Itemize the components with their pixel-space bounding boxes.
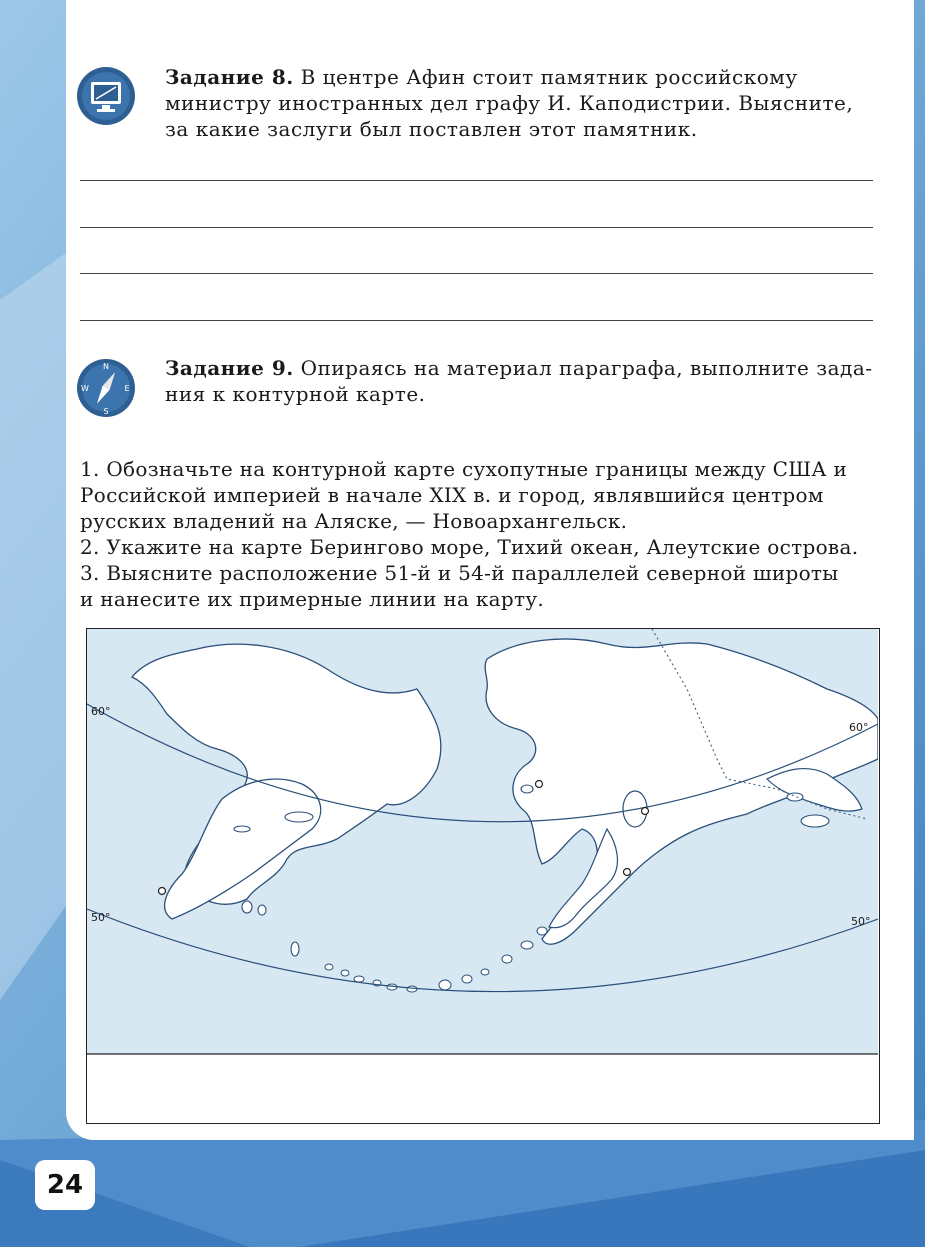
task8-label: Задание 8. [165, 65, 294, 89]
compass-letter-w: W [81, 384, 89, 393]
task8-line-2: министру иностранных дел графу И. Каподистрии. Выясните, [165, 91, 854, 115]
answer-line-3[interactable] [80, 273, 873, 274]
contour-map[interactable] [87, 629, 878, 1122]
map-label-60-right: 60° [849, 721, 869, 734]
instruction-line-6: и нанесите их примерные линии на карту. [80, 587, 545, 611]
task9-text [165, 355, 875, 407]
task9-label: Задание 9. [165, 356, 294, 380]
map-island [787, 793, 803, 801]
instruction-line-4: 2. Укажите на карте Берингово море, Тихий океан, Алеутские острова. [80, 535, 859, 559]
task8-line-1: В центре Афин стоит памятник российскому [300, 65, 798, 89]
map-city-marker [536, 781, 543, 788]
answer-line-4[interactable] [80, 320, 873, 321]
task9-line-1: Опираясь на материал параграфа, выполните зада- [300, 356, 873, 380]
map-island [521, 785, 533, 793]
map-island [285, 812, 313, 822]
map-label-50-left: 50° [91, 911, 111, 924]
map-label-50-right: 50° [851, 915, 871, 928]
map-island [258, 905, 266, 915]
task9-line-2: ния к контурной карте. [165, 382, 426, 406]
map-blank-strip [87, 1054, 878, 1122]
compass-letter-s: S [103, 407, 109, 416]
map-city-marker [624, 869, 631, 876]
map-label-60-left: 60° [91, 705, 111, 718]
page-number: 24 [35, 1160, 95, 1210]
map-island [234, 826, 250, 832]
compass-icon [76, 358, 136, 418]
answer-line-1[interactable] [80, 180, 873, 181]
map-island [291, 942, 299, 956]
map-city-marker [159, 888, 166, 895]
computer-monitor-icon [76, 66, 136, 126]
map-island [801, 815, 829, 827]
instruction-line-1: 1. Обозначьте на контурной карте сухопутные границы между США и [80, 457, 848, 481]
compass-letter-n: N [103, 362, 109, 371]
map-city-marker [642, 808, 649, 815]
contour-map-frame [86, 628, 880, 1124]
map-island [242, 901, 252, 913]
answer-line-2[interactable] [80, 227, 873, 228]
instruction-line-5: 3. Выясните расположение 51-й и 54-й параллелей северной широты [80, 561, 839, 585]
task8-line-3: за какие заслуги был поставлен этот памятник. [165, 117, 698, 141]
instructions [80, 456, 878, 612]
instruction-line-3: русских владений на Аляске, — Новоархангельск. [80, 509, 628, 533]
compass-letter-e: E [124, 384, 130, 393]
instruction-line-2: Российской империей в начале XIX в. и город, являвшийся центром [80, 483, 824, 507]
task8-text [165, 64, 875, 142]
